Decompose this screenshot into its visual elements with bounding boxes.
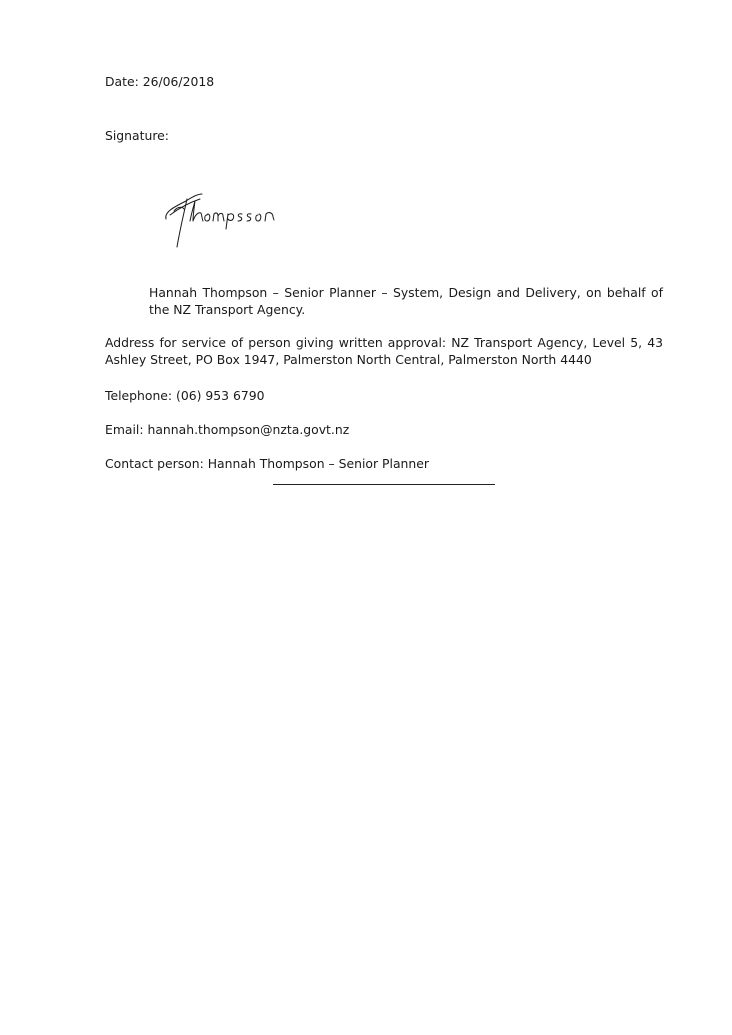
signature-label: Signature:	[105, 128, 169, 143]
email-line: Email: hannah.thompson@nzta.govt.nz	[105, 422, 350, 437]
telephone-line: Telephone: (06) 953 6790	[105, 388, 265, 403]
signatory-details: Hannah Thompson – Senior Planner – System, Design and Delivery, on behalf of the NZ Transport Agency.	[149, 285, 663, 317]
service-address: Address for service of person giving written approval: NZ Transport Agency, Level 5, 43 Ashley Street, PO Box 1947, Palmerston North Central, Palmerston North 4440	[105, 335, 663, 367]
handwritten-signature	[160, 185, 300, 255]
contact-person-line: Contact person: Hannah Thompson – Senior Planner	[105, 456, 429, 471]
date-line: Date: 26/06/2018	[105, 74, 215, 89]
horizontal-rule	[273, 484, 495, 485]
